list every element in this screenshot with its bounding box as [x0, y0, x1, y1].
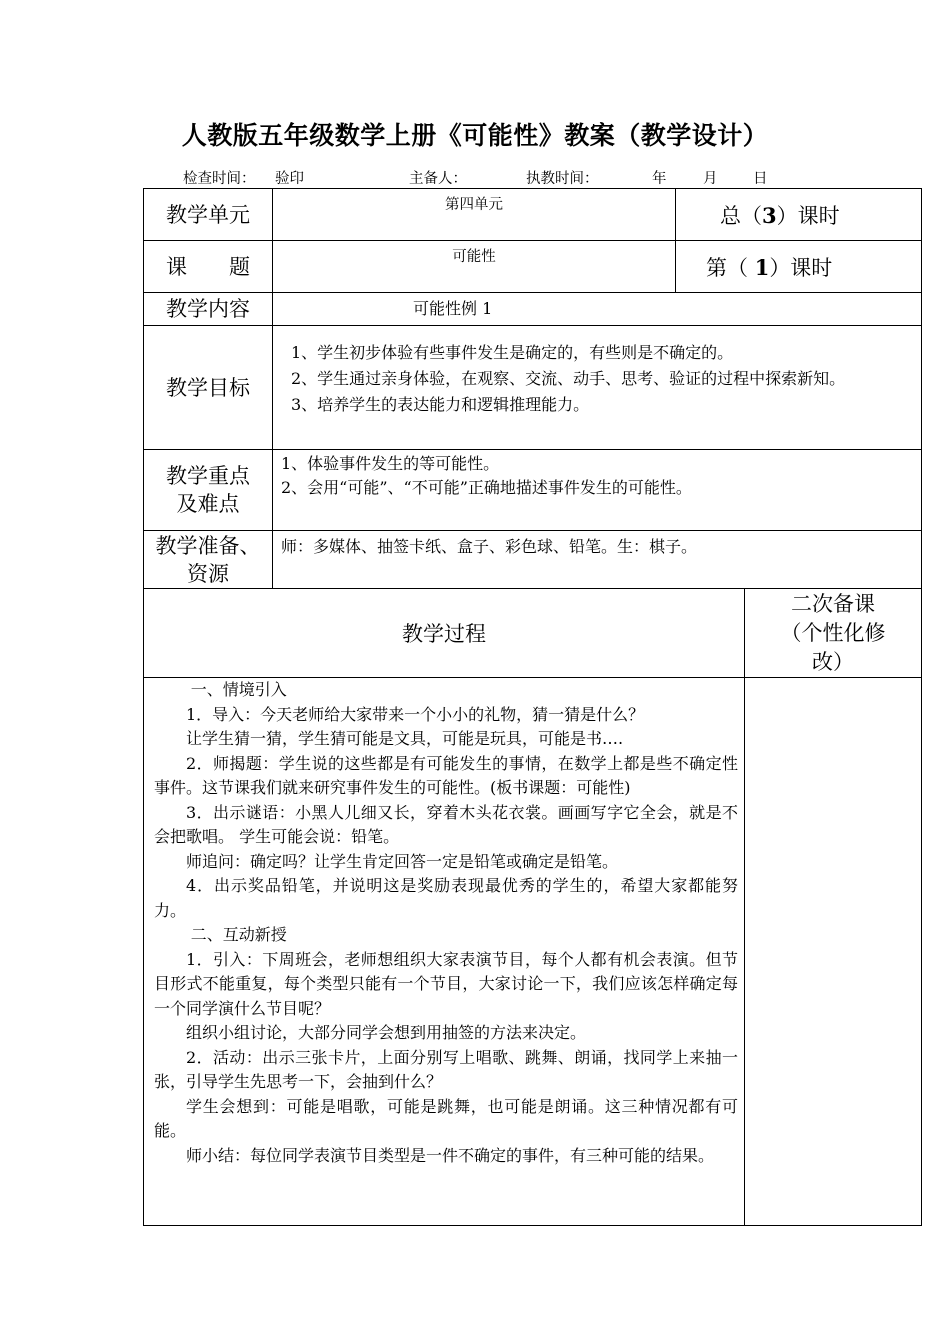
process-paragraph: 3．出示谜语：小黑人儿细又长，穿着木头花衣裳。画画写字它全会，就是不会把歌唱。 学生可能会说：铅笔。 [154, 802, 738, 846]
total-hours-prefix: 总（ [720, 203, 762, 228]
process-body-row [144, 678, 922, 1226]
objective-row [144, 326, 922, 450]
key-points-label [144, 450, 273, 531]
lesson-number [676, 241, 922, 293]
lesson-number-value: 1 [754, 254, 770, 280]
total-hours-number: 3 [762, 202, 777, 228]
objective-item: 2、学生通过亲身体验，在观察、交流、动手、思考、验证的过程中探索新知。 [291, 369, 846, 388]
process-paragraph: 师追问：确定吗？让学生肯定回答一定是铅笔或确定是铅笔。 [186, 851, 619, 871]
prep-label-line2: 资源 [187, 561, 229, 586]
topic-row [144, 241, 922, 293]
topic-value: 可能性 [273, 241, 676, 293]
month-label: 月 [703, 171, 718, 187]
key-point-item: 1、体验事件发生的等可能性。 [281, 454, 500, 473]
prep-label-line1: 教学准备、 [155, 533, 261, 558]
secondary-prep-cell [745, 678, 922, 1226]
process-content [144, 678, 745, 1226]
process-paragraph: 让学生猜一猜，学生猜可能是文具，可能是玩具，可能是书…. [186, 729, 624, 748]
content-row [144, 293, 922, 326]
unit-value: 第四单元 [273, 189, 676, 241]
lesson-number-prefix: 第（ [706, 255, 755, 280]
process-header: 教学过程 [144, 589, 745, 678]
topic-label: 课 题 [144, 241, 273, 293]
section-heading: 二、互动新授 [190, 925, 287, 944]
objective-label: 教学目标 [144, 326, 273, 450]
exec-time-label: 执教时间： [526, 171, 599, 187]
process-paragraph: 2．活动：出示三张卡片，上面分别写上唱歌、跳舞、朗诵，找同学上来抽一张，引导学生先思考一下，会抽到什么？ [154, 1047, 738, 1091]
prep-label [144, 531, 273, 589]
secondary-prep-line1: 二次备课 [791, 591, 875, 616]
total-hours-suffix: ）课时 [776, 203, 840, 228]
section-heading: 一、情境引入 [190, 680, 287, 699]
key-points-label-line2: 及难点 [176, 492, 240, 516]
process-paragraph: 1．导入：今天老师给大家带来一个小小的礼物，猜一猜是什么？ [186, 704, 645, 724]
process-paragraph: 师小结：每位同学表演节目类型是一件不确定的事件，有三种可能的结果。 [186, 1145, 715, 1165]
process-paragraph: 2．师揭题：学生说的这些都是有可能发生的事情，在数学上都是些不确定性事件。这节课我们就来研究事件发生的可能性。(板书课题：可能性) [154, 753, 738, 797]
secondary-prep-line2: （个性化修 [780, 620, 886, 645]
process-paragraph: 4．出示奖品铅笔，并说明这是奖励表现最优秀的学生的，希望大家都能努力。 [154, 876, 738, 920]
process-paragraph: 学生会想到：可能是唱歌，可能是跳舞，也可能是朗诵。这三种情况都有可能。 [154, 1096, 738, 1140]
key-point-item: 2、会用“可能”、“不可能”正确地描述事件发生的可能性。 [281, 478, 692, 497]
check-time-label: 检查时间： [183, 171, 256, 187]
key-points-row [144, 450, 922, 531]
stamp-label: 验印 [275, 171, 304, 187]
process-header-row [144, 589, 922, 678]
prep-row [144, 531, 922, 589]
content-label: 教学内容 [144, 293, 273, 326]
secondary-prep-header [745, 589, 922, 678]
key-points-label-line1: 教学重点 [166, 464, 250, 488]
secondary-prep-line3: 改） [812, 649, 854, 674]
day-label: 日 [753, 171, 768, 187]
lesson-number-suffix: ）课时 [769, 255, 833, 280]
key-points-list [273, 450, 922, 531]
objective-list [273, 326, 922, 450]
prep-value: 师：多媒体、抽签卡纸、盒子、彩色球、铅笔。生：棋子。 [273, 531, 922, 589]
year-label: 年 [652, 171, 667, 187]
unit-row [144, 189, 922, 241]
preparer-label: 主备人： [409, 171, 467, 187]
process-paragraph: 组织小组讨论，大部分同学会想到用抽签的方法来决定。 [186, 1023, 587, 1042]
total-hours [676, 189, 922, 241]
lesson-plan-table [143, 188, 922, 1226]
process-paragraph: 1．引入：下周班会，老师想组织大家表演节目，每个人都有机会表演。但节目形式不能重复，每个类型只能有一个节目，大家讨论一下，我们应该怎样确定每一个同学演什么节目呢？ [154, 949, 738, 1018]
content-value: 可能性例 1 [273, 293, 922, 326]
document-title: 人教版五年级数学上册《可能性》教案（教学设计） [181, 121, 769, 150]
objective-item: 1、学生初步体验有些事件发生是确定的，有些则是不确定的。 [291, 343, 734, 362]
unit-label: 教学单元 [144, 189, 273, 241]
objective-item: 3、培养学生的表达能力和逻辑推理能力。 [291, 395, 590, 414]
